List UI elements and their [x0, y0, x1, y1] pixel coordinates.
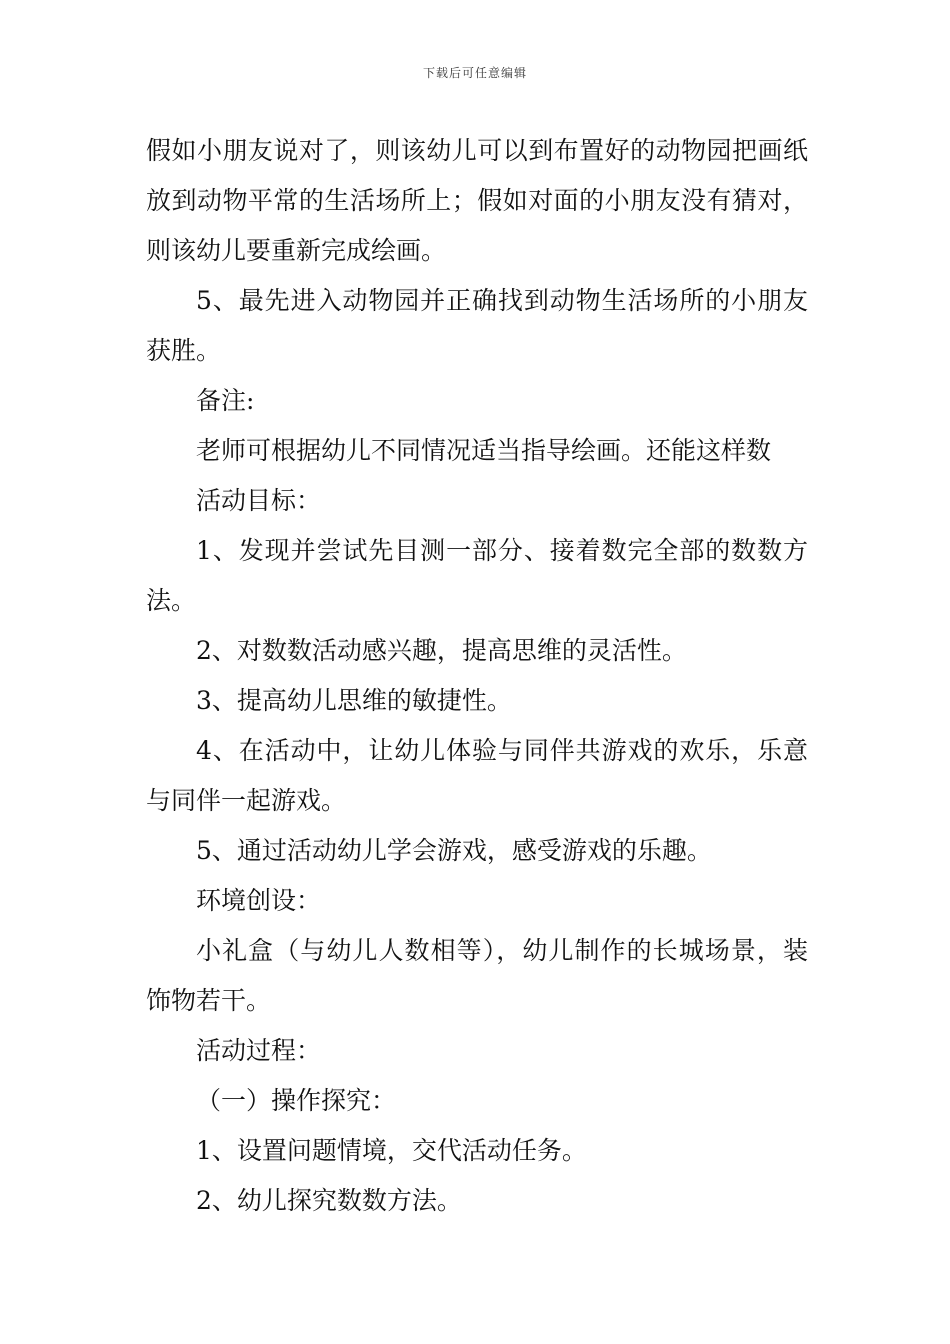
paragraph-goal-4: 4、在活动中，让幼儿体验与同伴共游戏的欢乐，乐意与同伴一起游戏。 — [146, 736, 808, 815]
paragraph-environment-text: 小礼盒（与幼儿人数相等），幼儿制作的长城场景，装饰物若干。 — [146, 936, 808, 1015]
document-body — [146, 126, 808, 1226]
paragraph-rule-5: 5、最先进入动物园并正确找到动物生活场所的小朋友获胜。 — [146, 286, 808, 365]
paragraph-goal-3: 3、提高幼儿思维的敏捷性。 — [196, 686, 512, 715]
paragraph-goal-2: 2、对数数活动感兴趣，提高思维的灵活性。 — [196, 636, 687, 665]
paragraph-process-step-2: 2、幼儿探究数数方法。 — [196, 1186, 462, 1215]
paragraph-process-heading: 活动过程： — [196, 1036, 322, 1065]
paragraph-process-subheading: （一）操作探究： — [196, 1086, 397, 1115]
paragraph-environment-heading: 环境创设： — [196, 886, 322, 915]
paragraph-goal-5: 5、通过活动幼儿学会游戏，感受游戏的乐趣。 — [196, 836, 712, 865]
paragraph-goal-1: 1、发现并尝试先目测一部分、接着数完全部的数数方法。 — [146, 536, 808, 615]
paragraph-note-text: 老师可根据幼儿不同情况适当指导绘画。还能这样数 — [196, 436, 772, 465]
paragraph-continued: 假如小朋友说对了，则该幼儿可以到布置好的动物园把画纸放到动物平常的生活场所上；假如对面的小朋友没有猜对，则该幼儿要重新完成绘画。 — [146, 136, 808, 265]
paragraph-note-heading: 备注: — [196, 386, 255, 415]
paragraph-goals-heading: 活动目标： — [196, 486, 322, 515]
page-header: 下载后可任意编辑 — [422, 66, 527, 80]
paragraph-process-step-1: 1、设置问题情境，交代活动任务。 — [196, 1136, 587, 1165]
